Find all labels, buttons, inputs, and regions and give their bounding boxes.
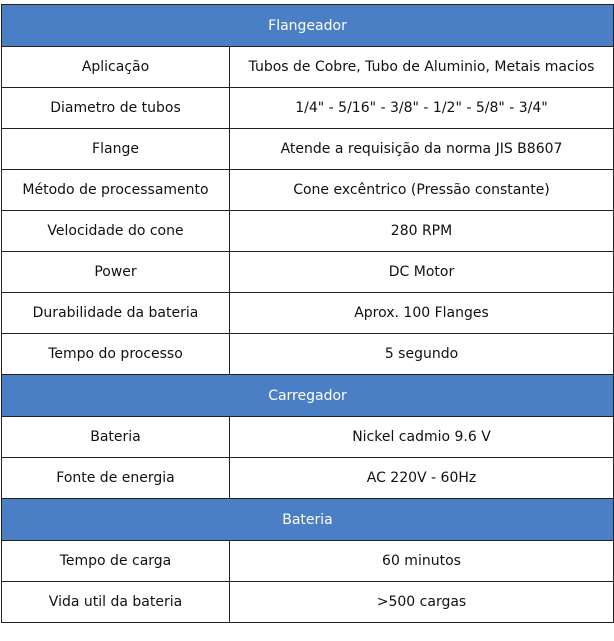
table-row bbox=[2, 417, 614, 458]
row-label: Durabilidade da bateria bbox=[2, 293, 230, 334]
row-value: 1/4" - 5/16" - 3/8" - 1/2" - 5/8" - 3/4" bbox=[230, 88, 614, 129]
table-row bbox=[2, 458, 614, 499]
table-row bbox=[2, 582, 614, 623]
table-row bbox=[2, 252, 614, 293]
row-label: Tempo de carga bbox=[2, 541, 230, 582]
section-title: Bateria bbox=[2, 499, 614, 541]
row-value: DC Motor bbox=[230, 252, 614, 293]
row-value: Atende a requisição da norma JIS B8607 bbox=[230, 129, 614, 170]
section-header-bateria bbox=[2, 499, 614, 541]
row-label: Flange bbox=[2, 129, 230, 170]
row-label: Power bbox=[2, 252, 230, 293]
section-header-flangeador bbox=[2, 5, 614, 47]
row-label: Bateria bbox=[2, 417, 230, 458]
table-row bbox=[2, 541, 614, 582]
row-label: Aplicação bbox=[2, 47, 230, 88]
row-value: Aprox. 100 Flanges bbox=[230, 293, 614, 334]
table-row bbox=[2, 88, 614, 129]
table-row bbox=[2, 211, 614, 252]
spec-table bbox=[1, 4, 614, 623]
section-title: Flangeador bbox=[2, 5, 614, 47]
row-value: 280 RPM bbox=[230, 211, 614, 252]
table-row bbox=[2, 129, 614, 170]
row-value: Cone excêntrico (Pressão constante) bbox=[230, 170, 614, 211]
table-row bbox=[2, 334, 614, 375]
row-label: Vida util da bateria bbox=[2, 582, 230, 623]
section-header-carregador bbox=[2, 375, 614, 417]
row-label: Velocidade do cone bbox=[2, 211, 230, 252]
row-value: 5 segundo bbox=[230, 334, 614, 375]
table-row bbox=[2, 293, 614, 334]
section-title: Carregador bbox=[2, 375, 614, 417]
row-label: Método de processamento bbox=[2, 170, 230, 211]
table-row bbox=[2, 47, 614, 88]
table-row bbox=[2, 170, 614, 211]
row-value: 60 minutos bbox=[230, 541, 614, 582]
row-value: Nickel cadmio 9.6 V bbox=[230, 417, 614, 458]
row-value: >500 cargas bbox=[230, 582, 614, 623]
row-label: Diametro de tubos bbox=[2, 88, 230, 129]
row-label: Fonte de energia bbox=[2, 458, 230, 499]
row-label: Tempo do processo bbox=[2, 334, 230, 375]
row-value: AC 220V - 60Hz bbox=[230, 458, 614, 499]
row-value: Tubos de Cobre, Tubo de Aluminio, Metais macios bbox=[230, 47, 614, 88]
